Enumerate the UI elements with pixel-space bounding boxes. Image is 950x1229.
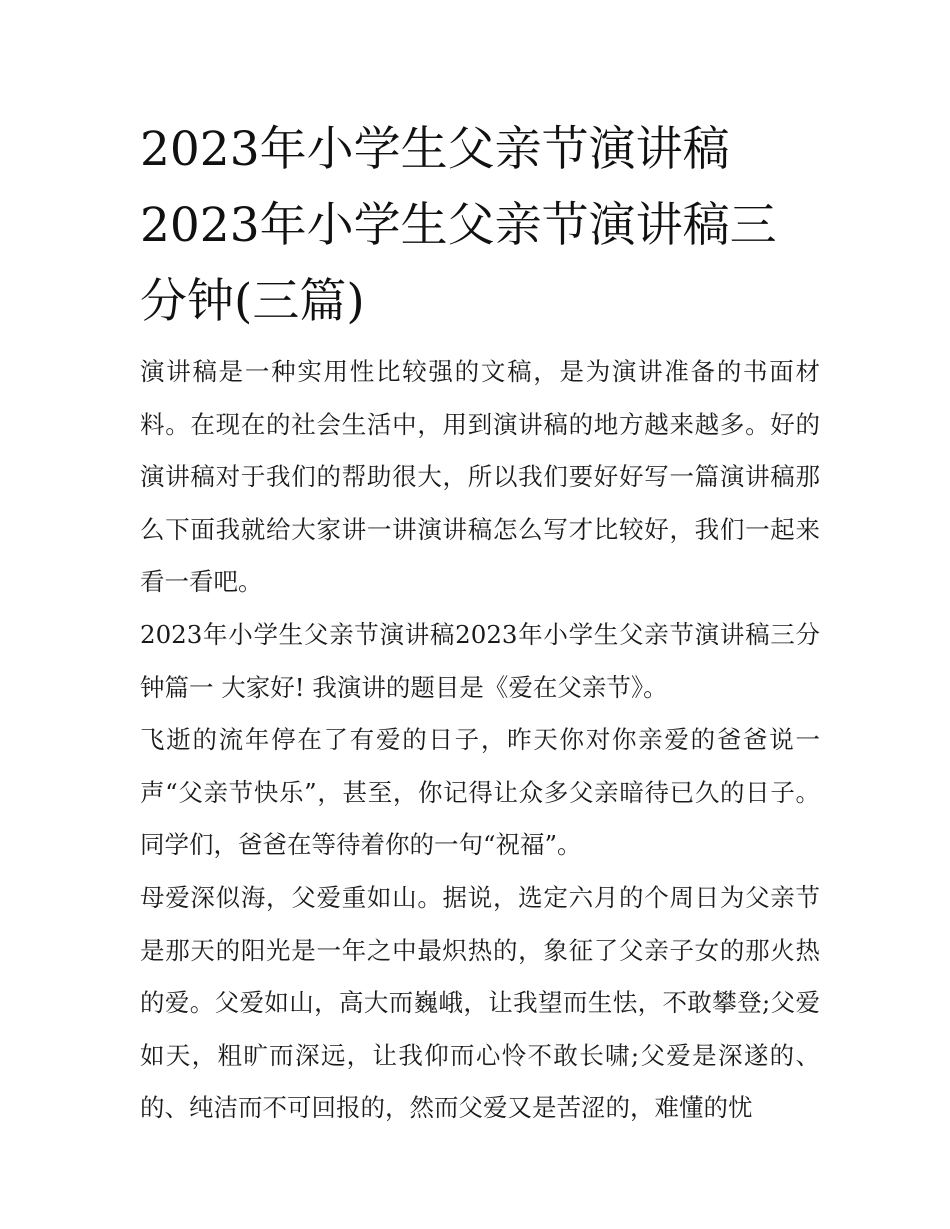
paragraph-fathers-day-greeting: 飞逝的流年停在了有爱的日子，昨天你对你亲爱的爸爸说一声“父亲节快乐”，甚至，你记得让众多父亲暗待已久的日子。同学们，爸爸在等待着你的一句“祝福”。: [140, 725, 820, 860]
paragraph-speech-opening: 2023年小学生父亲节演讲稿2023年小学生父亲节演讲稿三分钟篇一 大家好! 我演讲的题目是《爱在父亲节》。: [140, 619, 820, 702]
paragraph-fathers-love: 母爱深似海，父爱重如山。据说，选定六月的个周日为父亲节是那天的阳光是一年之中最炽热的，象征了父亲子女的那火热的爱。父爱如山，高大而巍峨，让我望而生怯，不敢攀登;父爱如天，粗旷而深远，让我仰而心怜不敢长啸;父爱是深遂的、的、纯洁而不可回报的，然而父爱又是苦涩的，难懂的忧: [140, 882, 820, 1123]
document-title: 2023年小学生父亲节演讲稿2023年小学生父亲节演讲稿三分钟(三篇): [140, 122, 777, 329]
paragraph-intro: 演讲稿是一种实用性比较强的文稿，是为演讲准备的书面材料。在现在的社会生活中，用到演讲稿的地方越来越多。好的演讲稿对于我们的帮助很大，所以我们要好好写一篇演讲稿那么下面我就给大家讲一讲演讲稿怎么写才比较好，我们一起来看一看吧。: [140, 357, 820, 597]
document-page: [140, 112, 820, 1135]
